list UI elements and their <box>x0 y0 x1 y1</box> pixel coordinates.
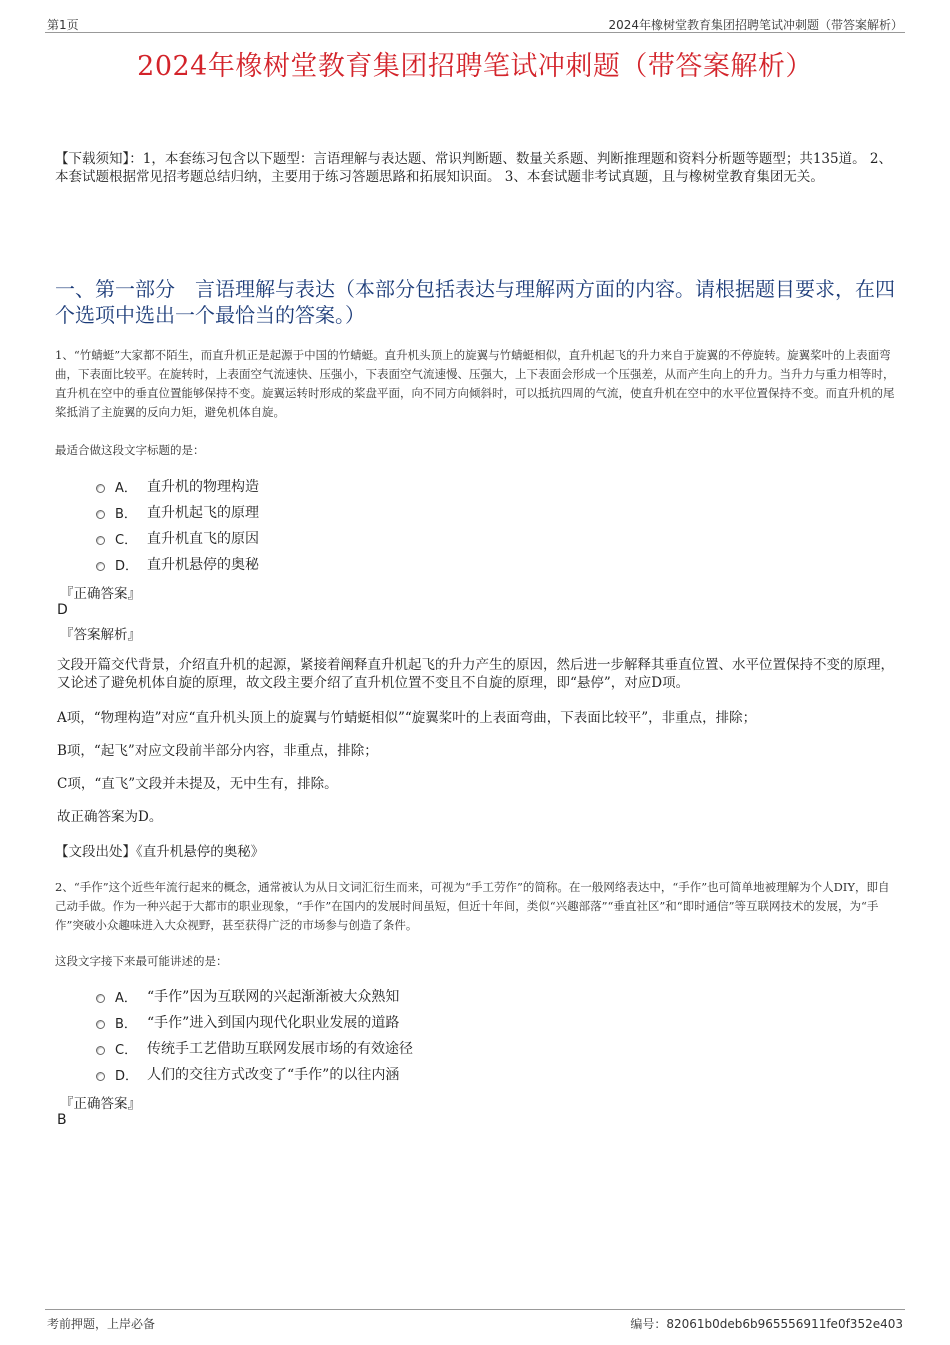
question-2-answer: B <box>57 1112 67 1128</box>
question-1-option-b[interactable] <box>96 499 259 525</box>
option-letter: B． <box>115 1016 137 1032</box>
question-2-option-a[interactable] <box>96 983 413 1009</box>
footer-slogan: 考前押题，上岸必备 <box>47 1317 156 1331</box>
question-2-answer-label: 『正确答案』 <box>60 1096 141 1112</box>
question-1-option-d[interactable] <box>96 551 259 577</box>
question-2-prompt: 这段文字接下来最可能讲述的是： <box>55 954 228 968</box>
page-number: 第1页 <box>47 18 79 32</box>
page-header <box>45 14 905 33</box>
analysis-paragraph: A项，“物理构造”对应“直升机头顶上的旋翼与竹蜻蜓相似”“旋翼桨叶的上表面弯曲，下表面比较平”，非重点，排除； <box>57 710 757 726</box>
question-1-answer-label: 『正确答案』 <box>60 586 141 602</box>
radio-icon[interactable] <box>96 510 105 519</box>
option-letter: B． <box>115 506 137 522</box>
question-2-text: 2、“手作”这个近些年流行起来的概念，通常被认为从日文词汇衍生而来，可视为“手工劳作”的简称。在一般网络表达中，“手作”也可简单地被理解为个人DIY，即自己动手做。作为一种兴起于大都市的职业现象，“手作”在国内的发展时间虽短，但近十年间，类似“兴趣部落”“垂直社区”和“即时通信”等互联网技术的发展，为“手作”突破小众趣味进入大众视野，甚至获得广泛的市场参与创造了条件。 <box>55 880 890 932</box>
radio-icon[interactable] <box>96 562 105 571</box>
analysis-paragraph: 文段开篇交代背景，介绍直升机的起源，紧接着阐释直升机起飞的升力产生的原因，然后进一步解释其垂直位置、水平位置保持不变的原理，又论述了避免机体自旋的原理，故文段主要介绍了直升机位置不变且不自旋的原理，即“悬停”，对应D项。 <box>57 657 894 691</box>
option-text: 直升机起飞的原理 <box>147 505 259 521</box>
question-1-answer: D <box>57 602 68 618</box>
option-text: “手作”进入到国内现代化职业发展的道路 <box>147 1015 400 1031</box>
option-text: 直升机悬停的奥秘 <box>147 557 259 573</box>
section-title: 一、第一部分 言语理解与表达（本部分包括表达与理解两方面的内容。请根据题目要求，在四个选项中选出一个最恰当的答案。） <box>55 277 895 327</box>
radio-icon[interactable] <box>96 484 105 493</box>
option-letter: C． <box>115 532 138 548</box>
option-text: 传统手工艺借助互联网发展市场的有效途径 <box>147 1041 413 1057</box>
question-1-prompt: 最适合做这段文字标题的是： <box>55 443 205 457</box>
option-letter: A． <box>115 990 137 1006</box>
question-2-option-c[interactable] <box>96 1035 413 1061</box>
option-letter: D． <box>115 558 139 574</box>
analysis-paragraph: C项，“直飞”文段并未提及，无中生有，排除。 <box>57 776 338 792</box>
radio-icon[interactable] <box>96 1046 105 1055</box>
option-letter: D． <box>115 1068 139 1084</box>
analysis-paragraph: 故正确答案为D。 <box>57 809 163 825</box>
question-1-text: 1、“竹蜻蜓”大家都不陌生，而直升机正是起源于中国的竹蜻蜓。直升机头顶上的旋翼与竹蜻蜓相似，直升机起飞的升力来自于旋翼的不停旋转。旋翼桨叶的上表面弯曲，下表面比较平。在旋转时，上表面空气流速快、压强小，下表面空气流速慢、压强大，上下表面会形成一个压强差，从而产生向上的升力。当升力与重力相等时，直升机在空中的垂直位置能够保持不变。旋翼运转时形成的桨盘平面，向不同方向倾斜时，可以抵抗四周的气流，使直升机在空中的水平位置保持不变。而直升机的尾桨抵消了主旋翼的反向力矩，避免机体自旋。 <box>55 348 895 419</box>
radio-icon[interactable] <box>96 994 105 1003</box>
option-text: “手作”因为互联网的兴起渐渐被大众熟知 <box>147 989 400 1005</box>
question-2-option-d[interactable] <box>96 1061 413 1087</box>
radio-icon[interactable] <box>96 1020 105 1029</box>
question-1-option-a[interactable] <box>96 473 259 499</box>
question-1-options <box>96 473 259 577</box>
footer-serial: 编号：82061b0deb6b965556911fe0f352e403 <box>630 1317 903 1331</box>
question-2-options <box>96 983 413 1087</box>
question-1-source: 【文段出处】《直升机悬停的奥秘》 <box>55 844 265 860</box>
question-1-analysis-label: 『答案解析』 <box>60 627 141 643</box>
option-letter: A． <box>115 480 137 496</box>
radio-icon[interactable] <box>96 1072 105 1081</box>
option-text: 人们的交往方式改变了“手作”的以往内涵 <box>147 1067 400 1083</box>
question-2-option-b[interactable] <box>96 1009 413 1035</box>
document-title: 2024年橡树堂教育集团招聘笔试冲刺题（带答案解析） <box>137 51 813 82</box>
option-letter: C． <box>115 1042 138 1058</box>
question-1-option-c[interactable] <box>96 525 259 551</box>
option-text: 直升机直飞的原因 <box>147 531 259 547</box>
page-footer <box>45 1309 905 1332</box>
download-notice: 【下载须知】：1，本套练习包含以下题型：言语理解与表达题、常识判断题、数量关系题、判断推理题和资料分析题等题型；共135道。 2、本套试题根据常见招考题总结归纳，主要用于练习答题思路和拓展知识面。 3、本套试题非考试真题，且与橡树堂教育集团无关。 <box>55 151 892 185</box>
option-text: 直升机的物理构造 <box>147 479 259 495</box>
header-doc-title: 2024年橡树堂教育集团招聘笔试冲刺题（带答案解析） <box>608 18 903 32</box>
radio-icon[interactable] <box>96 536 105 545</box>
analysis-paragraph: B项，“起飞”对应文段前半部分内容，非重点，排除； <box>57 743 378 759</box>
